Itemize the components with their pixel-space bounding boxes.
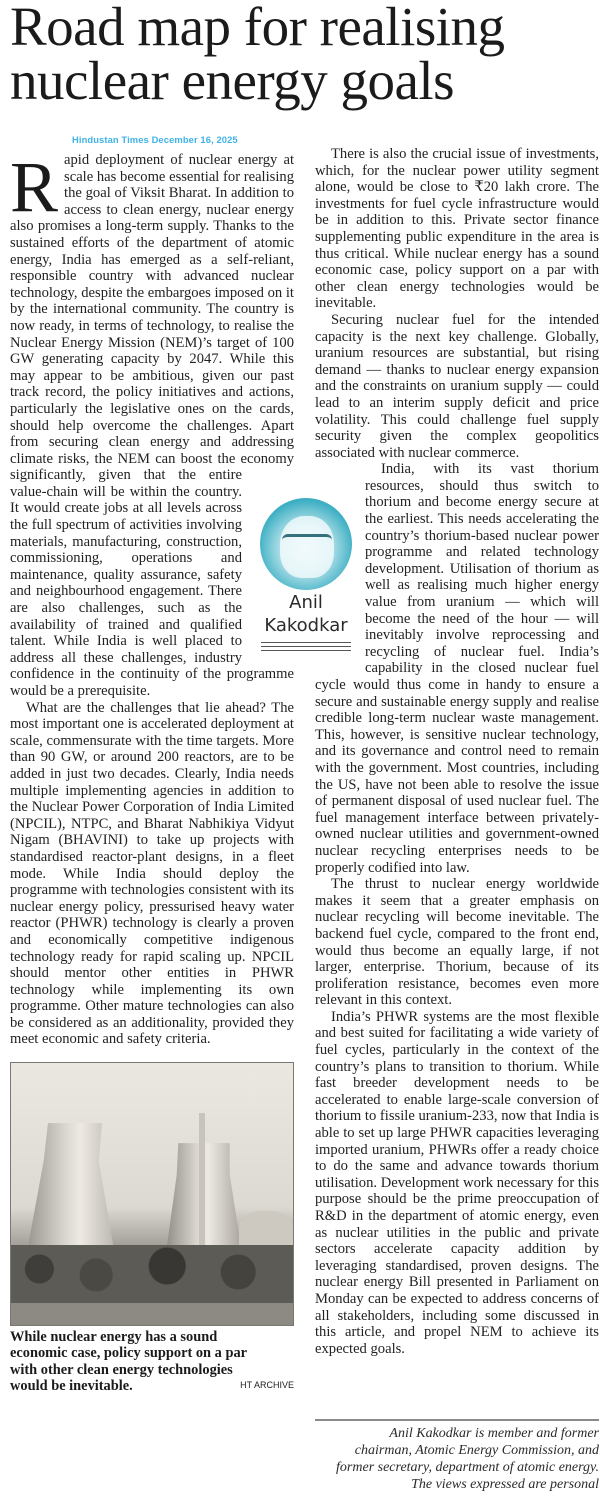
paragraph: apid deployment of nuclear energy at scale has become essential for realising the goal of Viksit Bharat. In addition to access to clean energy, nuclear energy also promises a long-term supply. Thanks to the sustained efforts of the department of atomic energy, India has emerged as a self-reliant, responsible country with advanced nuclear technology, despite the embargoes imposed on it by the international community. The country is now ready, in terms of technology, to realise the Nuclear Energy Mission (NEM)’s target of 100 GW generating capacity by 2047. While this may appear to be ambitious, given our past track record, the policy initiatives and actions, particularly the legislative ones on the cards, should help overcome the challenges. Apart from securing clean energy and addressing climate risks, the NEM can boost the economy significantly, given that the entire value-chain will be within the country. It would create jobs at all levels across the full spectrum of activities involving materials, manufacturing, construction, commissioning, operations and maintenance, quality assurance, safety and neighbourhood engagement. There are also challenges, such as the availability of trained and qualified talent. While India is well placed to address all these challenges, industry confidence in the continuity of the programme would be a prerequisite. [10,152,294,699]
author-photo [260,498,352,590]
paragraph: The thrust to nuclear energy worldwide makes it seem that a greater emphasis on nuclear recycling will become inevitable. The backend fuel cycle, compared to the front end, would thus become an equally large, if not larger, enterprise. Thorium, because of its proliferation resistance, becomes even more relevant in this context. [315,876,599,1009]
photo-caption: While nuclear energy has a sound economic case, policy support on a par with other clean energy technologies would be inevitable. [10,1329,247,1395]
dateline: Hindustan Times December 16, 2025 [72,134,238,145]
author-face [280,516,334,578]
cooling-tower [21,1123,129,1249]
nuclear-plant-photo [10,1062,294,1326]
ground [11,1303,294,1325]
right-column [315,146,599,1357]
bio-line: former secretary, department of atomic energy. [336,1460,599,1475]
author-first-name: Anil [257,592,355,613]
author-rule-lines [261,642,351,651]
bio-divider [315,1419,599,1421]
headline: Road map for realising nuclear energy goals [10,0,505,111]
left-column [10,147,294,1395]
photo-credit: HT ARCHIVE [240,1380,294,1391]
photo-block [10,1062,294,1395]
author-bio [305,1425,599,1493]
paragraph: India, with its vast thorium resources, should thus switch to thorium and become energy secure at the earliest. This needs accelerating the country’s thorium-based nuclear power programme and related technology development. Utilisation of thorium as well as realising much higher energy value from uranium — which will become the need of the hour — will inevitably involve reprocessing and recycling of nuclear fuel. India’s capability in the closed nuclear fuel cycle would thus come in handy to ensure a secure and sustainable energy supply and realise credible long-term nuclear waste management. This, however, is sensitive nuclear technology, and its governance and control need to remain with the government. Most countries, including the US, have not been able to resolve the issue of permanent disposal of used nuclear fuel. The fuel management interface between privately-owned nuclear utilities and government-owned nuclear recycling enterprises needs to be properly codified into law. [315,461,599,876]
paragraph: Securing nuclear fuel for the intended capacity is the next key challenge. Globally, uranium resources are substantial, but rising demand — thanks to nuclear energy expansion and the constraints on uranium supply — could lead to an interim supply deficit and price volatility. This could challenge fuel supply security given the complex geopolitics associated with nuclear commerce. [315,311,599,461]
paragraph: What are the challenges that lie ahead? The most important one is accelerated deployment at scale, commensurate with the time targets. More than 90 GW, or around 200 reactors, are to be added in just two decades. Clearly, India needs multiple implementing agencies in addition to the Nuclear Power Corporation of India Limited (NPCIL), NTPC, and Bharat Nabhikiya Vidyut Nigam (BHAVINI) to take up projects with standardised reactor-plant designs, in a fleet mode. While India should deploy the programme with technologies consistent with its nuclear energy policy, pressurised heavy water reactor (PHWR) technology is clearly a proven and economically competitive indigenous technology ready for rapid scaling up. NPCIL should mentor other entities in PHWR technology while implementing its own programme. Other mature technologies can also be considered as an additionality, provided they meet economic and safety criteria. [10,699,294,1048]
author-box [257,498,355,654]
trees [11,1245,294,1305]
paragraph: India’s PHWR systems are the most flexible and best suited for facilitating a wide variety of fuel cycles, particularly in the context of the country’s plans to transition to thorium. While fast breeder development needs to be accelerated to enable large-scale conversion of thorium to fissile uranium-233, now that India is able to set up large PHWR capacities leveraging imported uranium, PHWRs offer a ready choice to do the same and advance towards thorium utilisation. Development work necessary for this purpose should be the prime preoccupation of R&D in the department of atomic energy, even as nuclear utilities in the public and private sectors accelerate capacity addition by leveraging standardised, proven designs. The nuclear energy Bill presented in Parliament on Monday can be expected to address concerns of all stakeholders, including some discussed in this article, and propel NEM to achieve its expected goals. [315,1008,599,1357]
paragraph: There is also the crucial issue of investments, which, for the nuclear power utility segment alone, would be close to ₹20 lakh crore. The investments for fuel cycle infrastructure would be in addition to this. Private sector finance supplementing public expenditure in the area is thus critical. While nuclear energy has a sound economic case, policy support on a par with other clean energy technologies would be inevitable. [315,146,599,312]
bio-line: The views expressed are personal [411,1477,599,1492]
dropcap: R [10,147,59,227]
bio-line: chairman, Atomic Energy Commission, and [354,1443,599,1458]
bio-line: Anil Kakodkar is member and former [389,1426,599,1441]
author-glasses [282,534,332,547]
chimney-stack [199,1113,205,1253]
author-last-name: Kakodkar [257,615,355,636]
caption-row [10,1329,294,1395]
